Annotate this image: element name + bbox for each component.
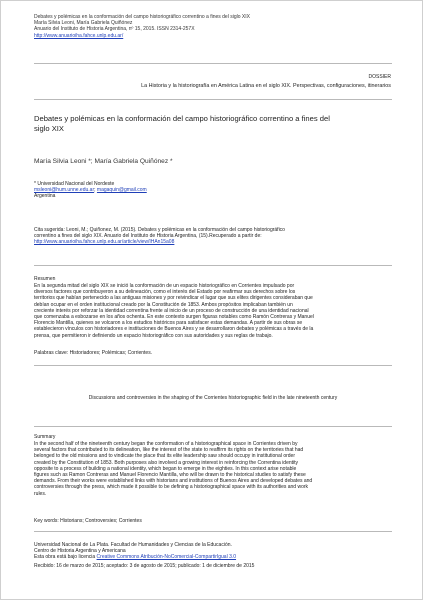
- body-line: diversos factores que contribuyeron a su delineación, como el interés del Estado por reafirmar sus derechos sobre los: [34, 289, 296, 296]
- citation-rule: [34, 265, 392, 266]
- body-line: rules.: [34, 490, 47, 497]
- article-title: [34, 114, 394, 134]
- header-rule: [34, 63, 392, 64]
- journal-url-link[interactable]: http://www.anuarioiha.fahce.unlp.edu.ar/: [34, 32, 124, 39]
- affiliation-institution: * Universidad Nacional del Nordeste: [34, 181, 115, 187]
- header-article-title: Debates y polémicas en la conformación del campo historiográfico correntino a fines del siglo XIX: [34, 14, 250, 20]
- section-title: La Historia y la historiografía en América Latina en el siglo XIX. Perspectivas, configuraciones, itinerarios: [141, 83, 391, 89]
- body-line: Florencio Mantilla, quienes se volcaron a los estudios históricos para satisfacer estas demandas. A partir de sus obras se: [34, 320, 303, 327]
- summary-rule: [34, 531, 392, 532]
- body-line: several factors that contributed to its delineation, like the interest of the state to reaffirm its rights on the territories that had: [34, 447, 304, 454]
- article-title-line-1: Debates y polémicas en la conformación del campo historiográfico correntino a fines del: [34, 114, 330, 123]
- body-line: created by the Constitution of 1853. Both purposes also involved a growing interest in reinforcing the Correntina identity: [34, 459, 299, 466]
- email-link-2[interactable]: magaquin@gmail.com: [96, 187, 147, 194]
- resumen-body: [34, 283, 392, 339]
- article-title-line-2: siglo XIX: [34, 124, 64, 133]
- body-line: opposite to a process of building a national identity, which began to emerge in the eighties. In this context arise notable: [34, 465, 297, 472]
- resumen-rule: [34, 365, 392, 366]
- resumen-keywords: Palabras clave: Historiadores; Polémicas; Corrientes.: [34, 350, 153, 356]
- email-link-1[interactable]: msleoni@hum.unne.edu.ar: [34, 187, 95, 194]
- body-line: En la segunda mitad del siglo XIX se inició la conformación de un espacio historiográfico en Corrientes impulsado por: [34, 283, 295, 289]
- footer-block: [34, 542, 394, 569]
- section-rule: [34, 99, 392, 100]
- header-authors: María Silvia Leoni, María Gabriela Quiñónez: [34, 20, 133, 27]
- english-title: Discussions and controversies in the shaping of the Corrientes historiographic field in the late nineteenth century: [88, 395, 338, 401]
- running-header: [34, 14, 394, 39]
- body-line: establecieron vínculos con historiadores e instituciones de Buenos Aires y se desarrollaron debates y polémicas a través de la: [34, 326, 314, 333]
- summary-heading: Summary: [34, 434, 56, 440]
- section-label: DOSSIER: [368, 74, 391, 80]
- affiliation-country: Argentina: [34, 193, 56, 200]
- english-title-rule: [34, 426, 392, 427]
- citation-line-2: correntino a fines del siglo XIX. Anuario del Instituto de Historia Argentina, (15).Recuperado a partir de:: [34, 233, 262, 240]
- license-link[interactable]: Creative Commons Atribución-NoComercial-CompartirIgual 3.0: [96, 554, 237, 561]
- footer-university: Universidad Nacional de La Plata. Facultad de Humanidades y Ciencias de la Educación.: [34, 542, 232, 548]
- email-separator: ;: [94, 187, 97, 194]
- body-line: debían ocupar en el orden institucional creado por la Constitución de 1853. Ambos propósitos implicaban también un: [34, 301, 293, 308]
- citation-block: [34, 227, 392, 246]
- authors: María Silvia Leoni *; María Gabriela Quiñónez *: [34, 158, 173, 165]
- body-line: In the second half of the nineteenth century began the conformation of a historiographical space in Corrientes driven by: [34, 441, 298, 447]
- body-line: territorios que habían pertenecido a las antiguas misiones y por reivindicar el lugar que sus elites dirigentes consideraban que: [34, 295, 313, 302]
- body-line: prensa, que permitieron ir definiendo un espacio historiográfico con sus autoridades y sus reglas de trabajo.: [34, 332, 273, 339]
- body-line: creciente interés por reforzar la identidad correntina frente al inicio de un proceso de construcción de una identidad nacional: [34, 307, 309, 314]
- footer-center: Centro de Historia Argentina y Americana: [34, 548, 126, 555]
- citation-line-1: Cita sugerida: Leoni, M.; Quiñonez, M. (2015). Debates y polémicas en la conformación del campo historiográfico: [34, 227, 285, 233]
- summary-body: [34, 441, 392, 497]
- body-line: belonged to the old missions and to vindicate the place that its elite leadership saw should occupy in institutional order: [34, 453, 295, 460]
- affiliation-block: [34, 181, 284, 200]
- footer-license-prefix: Esta obra está bajo licencia: [34, 554, 97, 561]
- header-journal: Anuario del Instituto de Historia Argentina, nº 15, 2015. ISSN 2314-257X: [34, 26, 195, 33]
- footer-dates: Recibido: 16 de marzo de 2015; aceptado: 3 de agosto de 2015; publicado: 1 de diciembre de 2015: [34, 562, 255, 569]
- body-line: controversies through the press, which made it possible to be defining a historiographical space with its authorities and work: [34, 484, 309, 491]
- citation-url-link[interactable]: http://www.anuarioiha.fahce.unlp.edu.ar/article/view/IHAn15a08: [34, 239, 175, 246]
- resumen-heading: Resumen: [34, 276, 56, 282]
- body-line: demands. From their works were established links with historians and institutions of Buenos Aires and developed debates and: [34, 478, 313, 485]
- summary-keywords: Key words: Historians; Controversies; Corrientes: [34, 518, 142, 524]
- body-line: que comenzaba a esbozarse en los años ochenta. En este contexto surgen figuras notables como Ramón Contreras y Manuel: [34, 314, 314, 321]
- body-line: figures such as Ramon Contreras and Manuel Florencio Mantilla, who will be drawn to the historical studies to satisfy these: [34, 472, 306, 479]
